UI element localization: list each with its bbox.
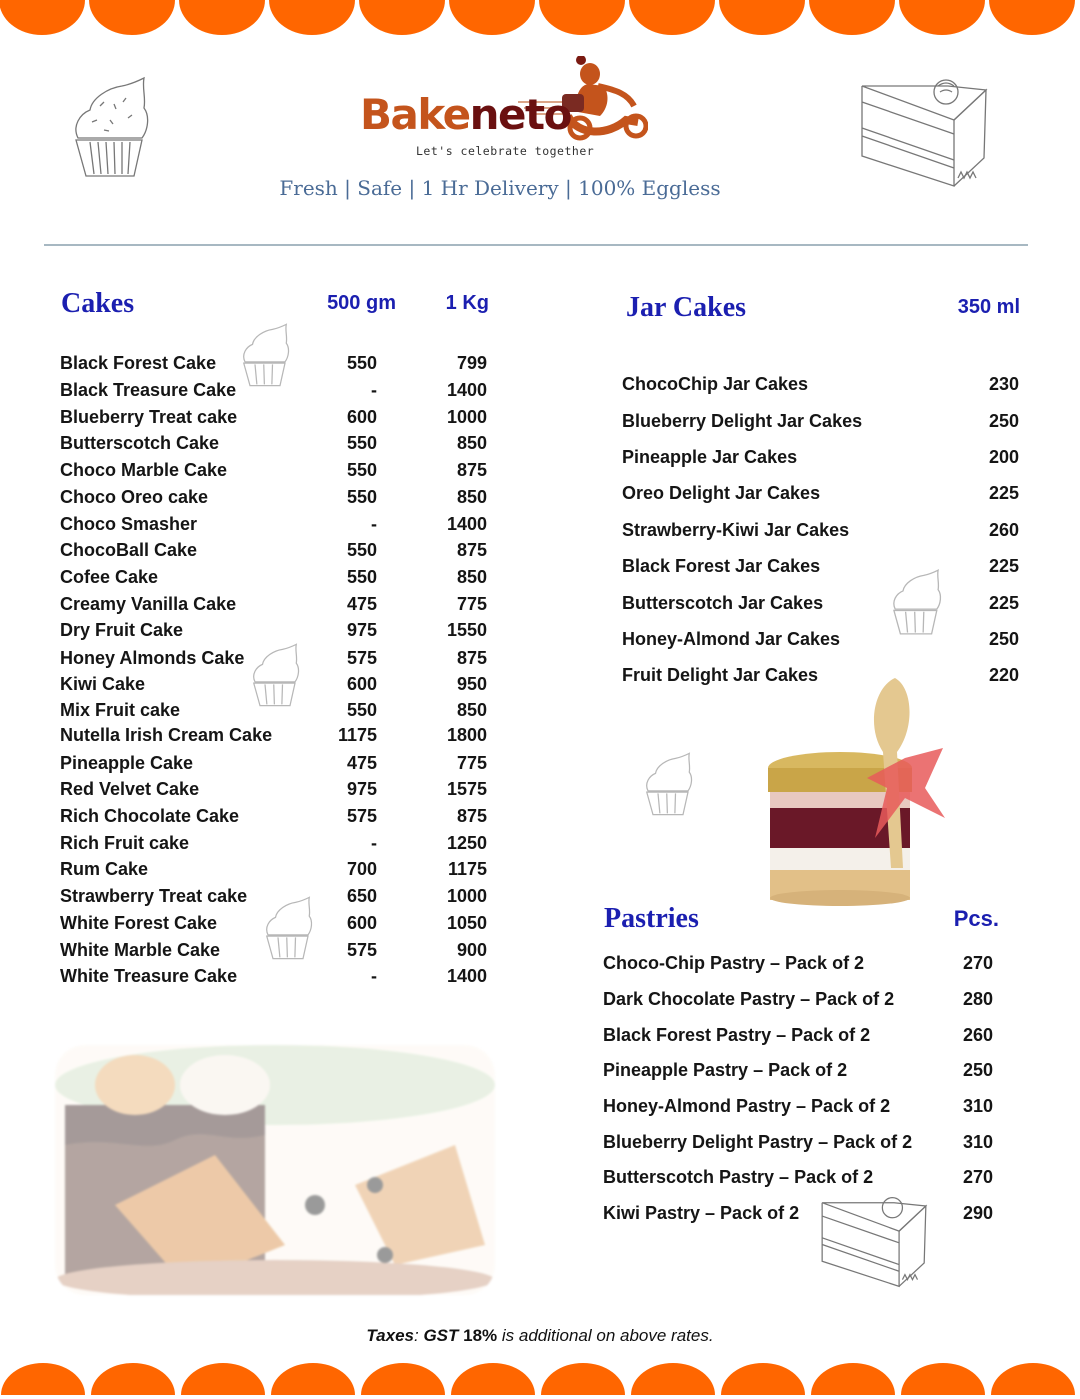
menu-row: Honey Almonds Cake 575 875 [60, 648, 487, 668]
menu-row: Red Velvet Cake 975 1575 [60, 779, 487, 799]
menu-row: Rich Chocolate Cake 575 875 [60, 806, 487, 826]
menu-row: Creamy Vanilla Cake 475 775 [60, 594, 487, 614]
menu-row: Rum Cake 700 1175 [60, 859, 487, 879]
menu-row: Choco Smasher - 1400 [60, 514, 487, 534]
menu-row: Butterscotch Jar Cakes 225 [622, 593, 1019, 613]
menu-row: White Treasure Cake - 1400 [60, 966, 487, 986]
menu-row: Strawberry Treat cake 650 1000 [60, 886, 487, 906]
cakes-title: Cakes [61, 288, 135, 319]
menu-row: Mix Fruit cake 550 850 [60, 700, 487, 720]
cake-photo-faded [55, 1045, 495, 1295]
menu-row: Dry Fruit Cake 975 1550 [60, 620, 487, 640]
bottom-scallop-border [0, 1363, 1080, 1399]
menu-row: Black Forest Jar Cakes 225 [622, 556, 1019, 576]
jar-cakes-title: Jar Cakes [626, 292, 747, 323]
cupcake-doodle-icon [643, 752, 693, 816]
menu-row: Strawberry-Kiwi Jar Cakes 260 [622, 520, 1019, 540]
cakes-col-1kg: 1 Kg [445, 292, 489, 314]
top-scallop-border [0, 0, 1080, 38]
jar-cakes-col-350ml: 350 ml [957, 296, 1020, 318]
menu-row: Cofee Cake 550 850 [60, 567, 487, 587]
menu-row: Rich Fruit cake - 1250 [60, 833, 487, 853]
cakes-col-500gm: 500 gm [327, 292, 396, 314]
brand-name: Bakeneto [360, 90, 571, 139]
menu-row: ChocoChip Jar Cakes 230 [622, 374, 1019, 394]
header-divider [44, 244, 1028, 246]
menu-row: Choco Marble Cake 550 875 [60, 460, 487, 480]
menu-row: Blueberry Delight Pastry – Pack of 2 310 [603, 1132, 993, 1152]
menu-row: Blueberry Treat cake 600 1000 [60, 407, 487, 427]
brand-logo [358, 56, 648, 160]
brand-tagline: Fresh | Safe | 1 Hr Delivery | 100% Eggless [279, 176, 721, 200]
pastries-col-pcs: Pcs. [953, 906, 999, 931]
menu-row: Black Treasure Cake - 1400 [60, 380, 487, 400]
menu-row: Blueberry Delight Jar Cakes 250 [622, 411, 1019, 431]
menu-row: Kiwi Cake 600 950 [60, 674, 487, 694]
menu-row: Honey-Almond Jar Cakes 250 [622, 629, 1019, 649]
menu-row: Pineapple Jar Cakes 200 [622, 447, 1019, 467]
tax-note: Taxes: GST 18% is additional on above rates. [366, 1326, 714, 1345]
menu-row: ChocoBall Cake 550 875 [60, 540, 487, 560]
cupcake-doodle-icon [70, 76, 150, 178]
menu-row: Oreo Delight Jar Cakes 225 [622, 483, 1019, 503]
cake-slice-doodle-icon [858, 78, 990, 188]
menu-row: Choco-Chip Pastry – Pack of 2 270 [603, 953, 993, 973]
cake-slice-doodle-icon [818, 1196, 930, 1288]
menu-row: Kiwi Pastry – Pack of 2 290 [603, 1203, 993, 1223]
brand-slogan: Let's celebrate together [416, 144, 595, 158]
menu-row: White Forest Cake 600 1050 [60, 913, 487, 933]
menu-row: Dark Chocolate Pastry – Pack of 2 280 [603, 989, 993, 1009]
menu-row: Nutella Irish Cream Cake 1175 1800 [60, 725, 487, 745]
menu-row: Fruit Delight Jar Cakes 220 [622, 665, 1019, 685]
jar-cake-photo [755, 668, 950, 908]
menu-row: Black Forest Pastry – Pack of 2 260 [603, 1025, 993, 1045]
menu-row: Pineapple Cake 475 775 [60, 753, 487, 773]
menu-row: Butterscotch Pastry – Pack of 2 270 [603, 1167, 993, 1187]
menu-row: Pineapple Pastry – Pack of 2 250 [603, 1060, 993, 1080]
menu-row: Butterscotch Cake 550 850 [60, 433, 487, 453]
menu-row: Choco Oreo cake 550 850 [60, 487, 487, 507]
menu-row: Honey-Almond Pastry – Pack of 2 310 [603, 1096, 993, 1116]
menu-row: Black Forest Cake 550 799 [60, 353, 487, 373]
pastries-title: Pastries [604, 903, 699, 934]
menu-row: White Marble Cake 575 900 [60, 940, 487, 960]
